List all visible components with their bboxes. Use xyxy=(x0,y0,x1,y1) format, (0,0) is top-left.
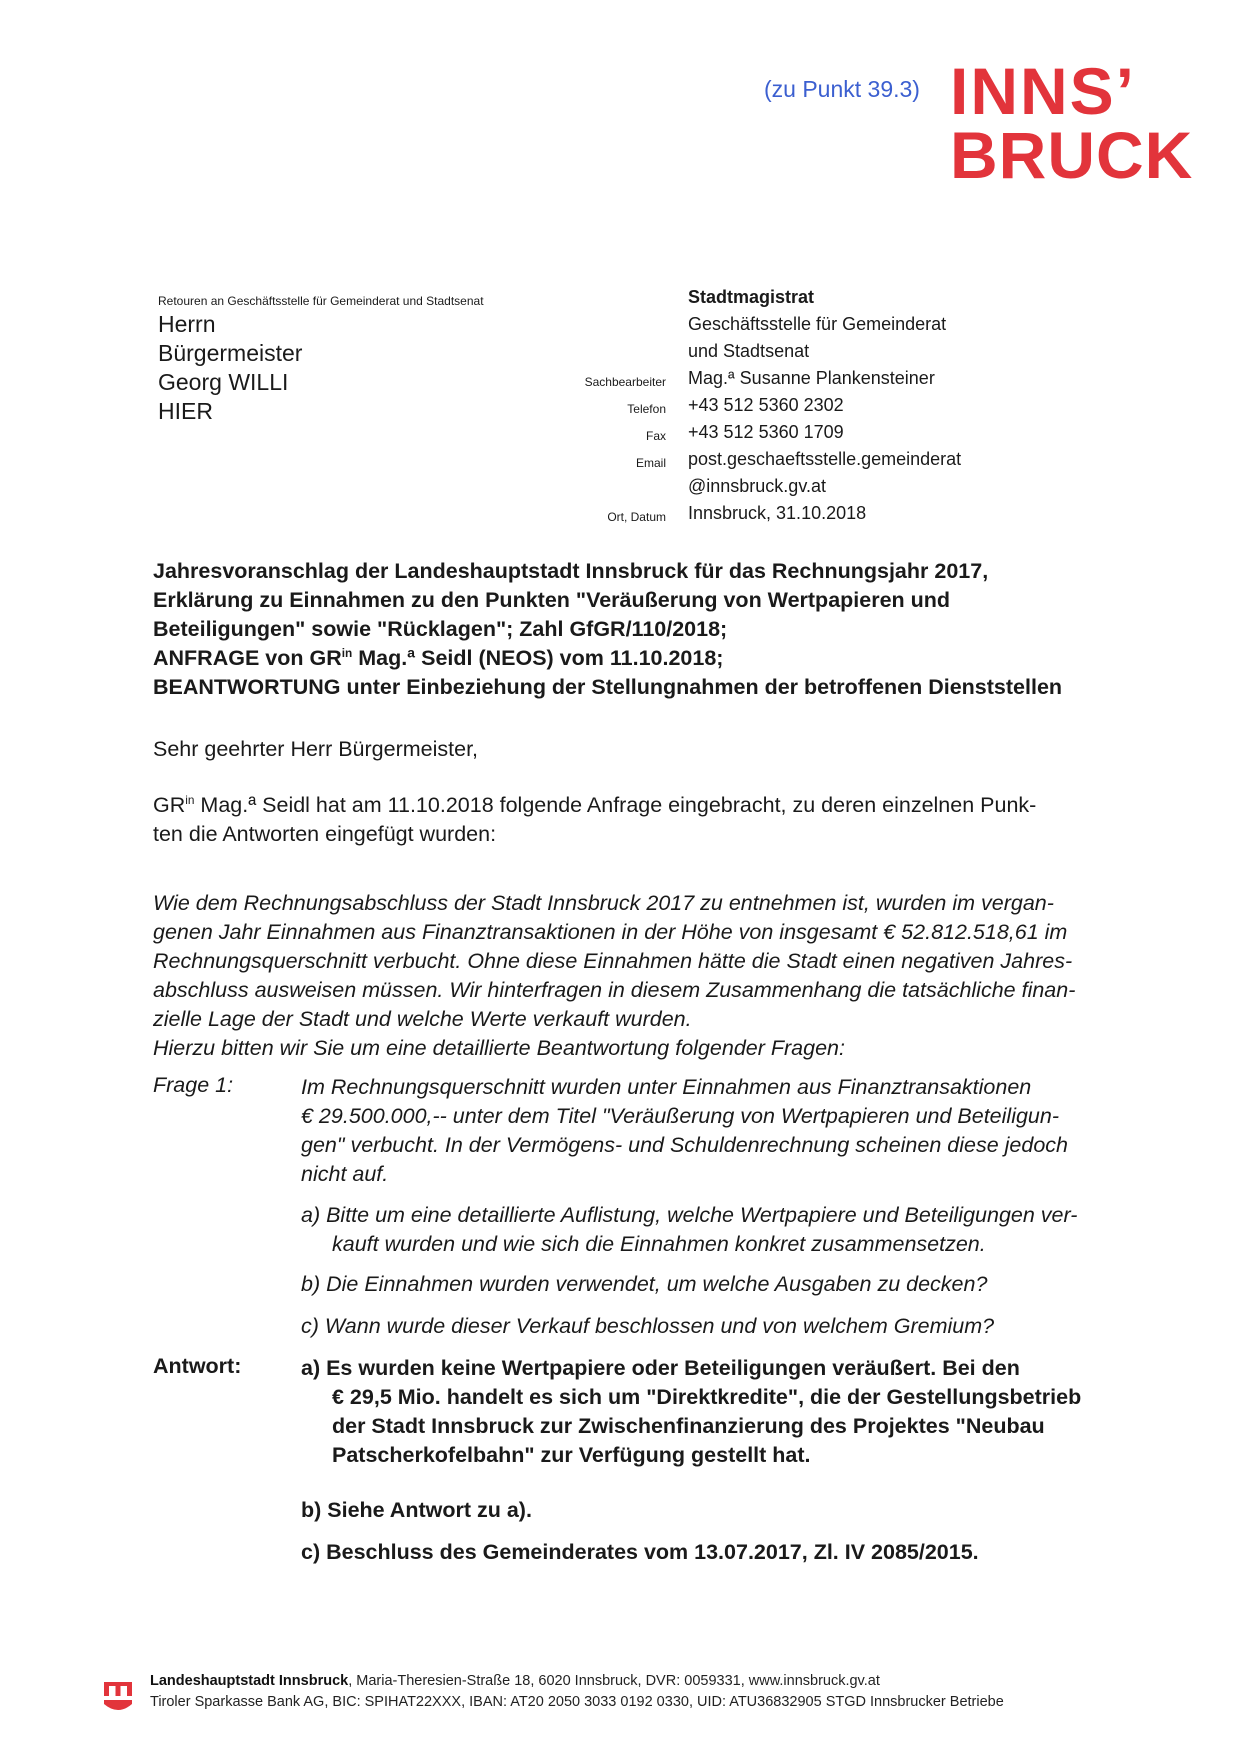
question-label: Frage 1: xyxy=(153,1073,234,1097)
innsbruck-logo xyxy=(950,56,1194,184)
email-line2[interactable]: @innsbruck.gv.at xyxy=(688,476,826,496)
inquiry-question: Wie dem Rechnungsabschluss der Stadt Innsbruck 2017 zu entnehmen ist, wurden im vergan- genen Jahr Einnahmen aus Finanztransaktionen in der Höhe von insgesamt € 52.812.518,61 im Rechnungsquerschnitt verbucht. Ohne diese Einnahmen hätte die Stadt einen negativen Jahres- abschluss ausweisen müssen. Wir hinterfragen in diesem Zusammenhang die tatsächliche finan- zielle Lage der Stadt und welche Werte verkauft wurden. Hierzu bitten wir Sie um eine detaillierte Beantwortung folgender Fragen: xyxy=(153,891,1076,1060)
question-1-text: Im Rechnungsquerschnitt wurden unter Einnahmen aus Finanztransaktionen € 29.500.000,-- unter dem Titel "Veräußerung von Wertpapieren und Beteiligun- gen" verbucht. In der Vermögens- und Schuldenrechnung scheinen diese jedoch nicht auf. xyxy=(301,1075,1069,1186)
svg-text:INNS’: INNS’ xyxy=(950,56,1137,128)
place-date: Innsbruck, 31.10.2018 xyxy=(688,503,867,523)
recipient-line: Bürgermeister xyxy=(158,340,303,366)
clerk-name: Mag.ª Susanne Plankensteiner xyxy=(688,368,935,388)
salutation: Sehr geehrter Herr Bürgermeister, xyxy=(153,737,479,761)
email-label: Email xyxy=(635,456,666,470)
clerk-label: Sachbearbeiter xyxy=(584,375,666,389)
answer-1b: b) Siehe Antwort zu a). xyxy=(301,1498,532,1522)
recipient-line: Georg WILLI xyxy=(158,369,289,395)
city-emblem-icon xyxy=(102,1680,134,1716)
question-1c: c) Wann wurde dieser Verkauf beschlossen und von welchem Gremium? xyxy=(301,1314,995,1338)
recipient-address xyxy=(158,310,302,426)
svg-text:BRUCK: BRUCK xyxy=(950,118,1194,184)
subject-line: Jahresvoranschlag der Landeshauptstadt Innsbruck für das Rechnungsjahr 2017, xyxy=(153,559,989,583)
fax-label: Fax xyxy=(645,429,666,443)
sender-dept-line2: und Stadtsenat xyxy=(688,341,810,361)
intro-paragraph: $GR^{in}$ Mag.ª Seidl hat am 11.10.2018 folgende Anfrage eingebracht, zu deren einzelnen Punk- ten die Antworten eingefügt wurden: xyxy=(153,792,1037,846)
subject-line: Beteiligungen" sowie "Rücklagen"; Zahl GfGR/110/2018; xyxy=(153,617,728,641)
return-note: Retouren an Geschäftsstelle für Gemeinderat und Stadtsenat xyxy=(158,294,484,308)
subject-line: ANFRAGE von $GR^{in}$ Mag.ª Seidl (NEOS) vom 11.10.2018; xyxy=(153,645,724,670)
sender-dept-line1: Geschäftsstelle für Gemeinderat xyxy=(688,314,947,334)
phone-label: Telefon xyxy=(627,402,666,416)
subject-block xyxy=(153,557,1133,702)
agenda-point-reference: (zu Punkt 39.3) xyxy=(764,76,920,102)
subject-line: BEANTWORTUNG unter Einbeziehung der Stellungnahmen der betroffenen Dienststellen xyxy=(153,675,1063,699)
phone-number: +43 512 5360 2302 xyxy=(688,395,844,415)
footer-line-2: Tiroler Sparkasse Bank AG, BIC: SPIHAT22XXX, IBAN: AT20 2050 3033 0192 0330, UID: ATU36832905 STGD Innsbrucker Betriebe xyxy=(150,1694,1004,1710)
question-1a: a) Bitte um eine detaillierte Auflistung, welche Wertpapiere und Beteiligungen ver- kauft wurden und wie sich die Einnahmen konkret zusammensetzen. xyxy=(301,1203,1078,1256)
footer-line-1: Landeshauptstadt Innsbruck, Maria-Theresien-Straße 18, 6020 Innsbruck, DVR: 0059331, www.innsbruck.gv.at xyxy=(150,1673,880,1689)
answer-1c: c) Beschluss des Gemeinderates vom 13.07.2017, Zl. IV 2085/2015. xyxy=(301,1540,979,1564)
recipient-line: HIER xyxy=(158,398,213,424)
recipient-line: Herrn xyxy=(158,311,216,337)
answer-label: Antwort: xyxy=(153,1354,242,1378)
question-1b: b) Die Einnahmen wurden verwendet, um welche Ausgaben zu decken? xyxy=(301,1272,988,1296)
answer-1a: a) Es wurden keine Wertpapiere oder Beteiligungen veräußert. Bei den € 29,5 Mio. handelt es sich um "Direktkredite", die der Gestellungsbetrieb der Stadt Innsbruck zur Zwischenfinanzierung des Projektes "Neubau Patscherkofelbahn" zur Verfügung gestellt hat. xyxy=(301,1356,1082,1467)
date-label: Ort, Datum xyxy=(607,510,666,524)
fax-number: +43 512 5360 1709 xyxy=(688,422,844,442)
sender-org: Stadtmagistrat xyxy=(688,287,815,307)
email-line1[interactable]: post.geschaeftsstelle.gemeinderat xyxy=(688,449,962,469)
subject-line: Erklärung zu Einnahmen zu den Punkten "Veräußerung von Wertpapieren und xyxy=(153,588,951,612)
